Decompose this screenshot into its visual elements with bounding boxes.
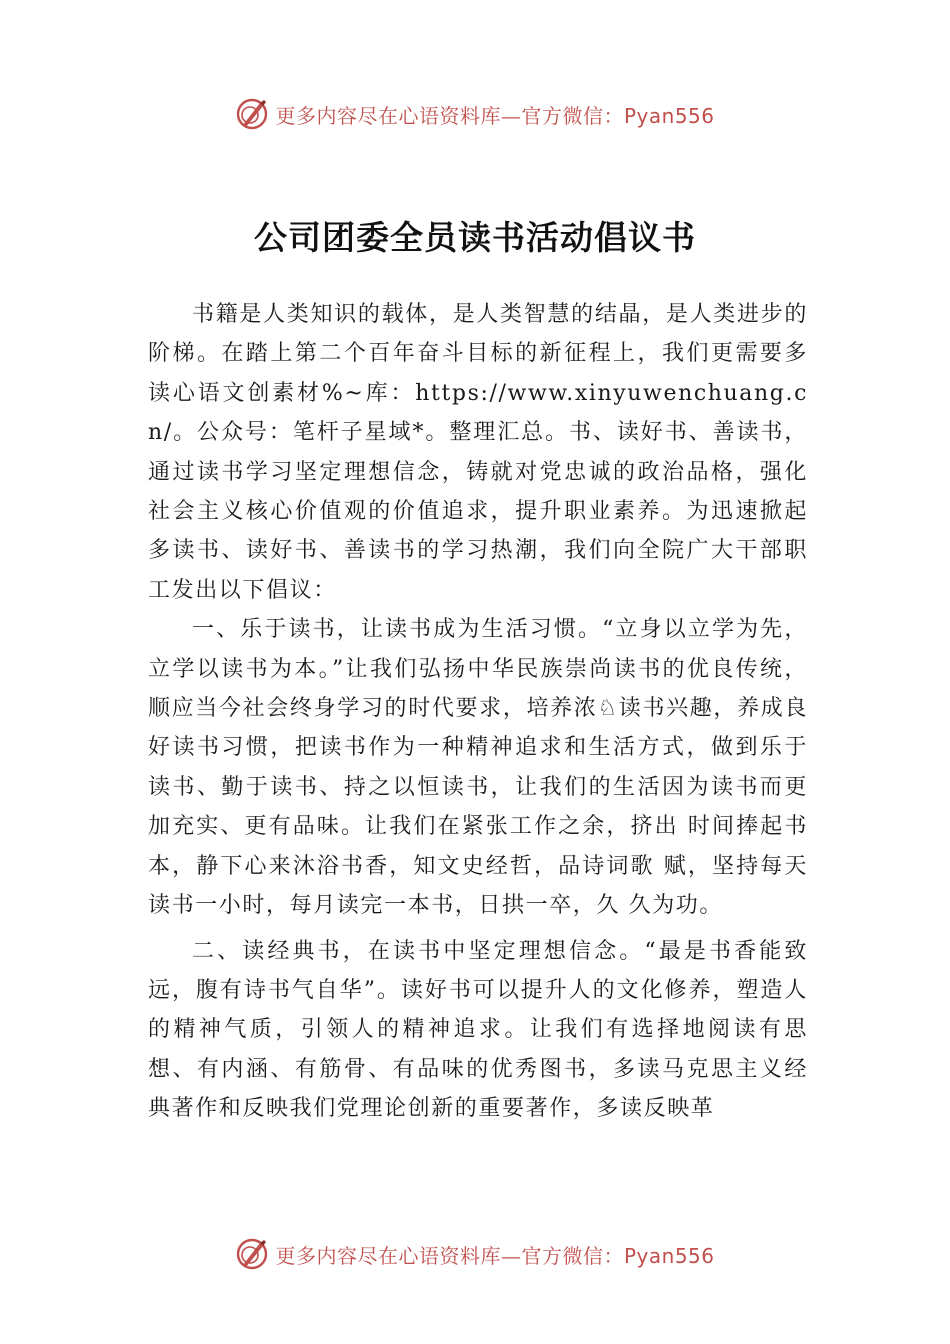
- header-banner: [0, 92, 950, 136]
- paragraph-one: 一、乐于读书，让读书成为生活习惯。“立身以立学为先，立学以读书为本。”让我们弘扬中华民族崇尚读书的优良传统，顺应当今社会终身学习的时代要求，培养浓♘读书兴趣，养成良好读书习惯，把读书作为一种精神追求和生活方式，做到乐于读书、勤于读书、持之以恒读书，让我们的生活因为读书而更加充实、更有品味。让我们在紧张工作之余，挤出 时间捧起书本，静下心来沐浴书香，知文史经哲，品诗词歌 赋，坚持每天读书一小时，每月读完一本书，日拱一卒，久 久为功。: [148, 617, 808, 919]
- paragraph-intro: 书籍是人类知识的载体，是人类智慧的结晶，是人类进步的阶梯。在踏上第二个百年奋斗目标的新征程上，我们更需要多读心语文创素材%~库：https://www.xinyuwenchuang.cn/。公众号：笔杆子星域*。整理汇总。书、读好书、善读书，通过读书学习坚定理想信念，铸就对党忠诚的政治品格，强化社会主义核心价值观的价值追求，提升职业素养。为迅速掀起多读书、读好书、善读书的学习热潮，我们向全院广大干部职工发出以下倡议：: [148, 302, 808, 603]
- footer-banner: [0, 1232, 950, 1276]
- document-title: 公司团委全员读书活动倡议书: [254, 218, 696, 257]
- banner-wechat-id: Pyan556: [623, 103, 715, 128]
- pen-circle-logo-icon: [235, 1237, 269, 1271]
- document-body: [148, 295, 808, 1129]
- pen-circle-logo-icon: [235, 97, 269, 131]
- banner-wechat-id: Pyan556: [623, 1243, 715, 1268]
- banner-text: [275, 100, 714, 129]
- banner-text: [275, 1240, 714, 1269]
- banner-cn-text: 更多内容尽在心语资料库—官方微信：: [275, 103, 624, 128]
- paragraph-two: 二、读经典书，在读书中坚定理想信念。“最是书香能致远，腹有诗书气自华”。读好书可以提升人的文化修养，塑造人的精神气质，引领人的精神追求。让我们有选择地阅读有思想、有内涵、有筋骨、有品味的优秀图书，多读马克思主义经典著作和反映我们党理论创新的重要著作，多读反映革: [148, 938, 808, 1122]
- banner-cn-text: 更多内容尽在心语资料库—官方微信：: [275, 1243, 624, 1268]
